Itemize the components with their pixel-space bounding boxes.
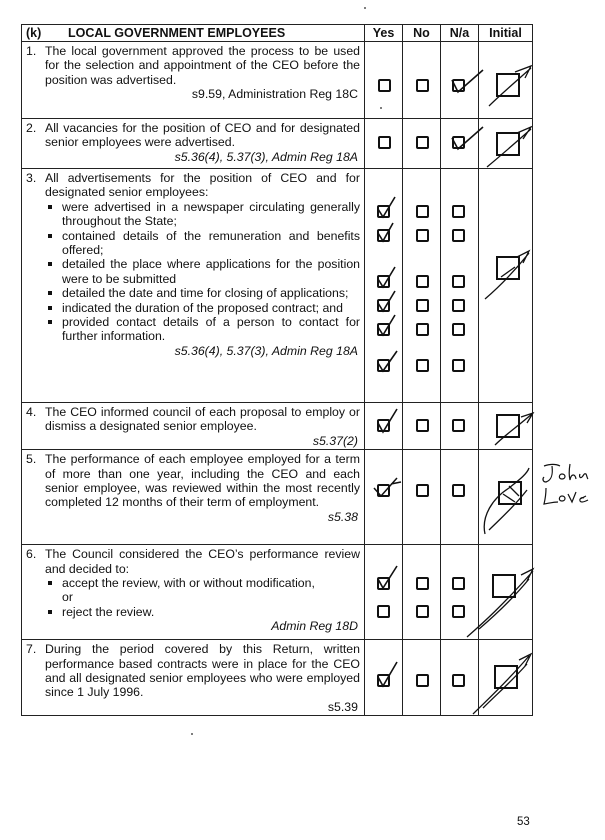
q1-yes-cell [365, 42, 403, 119]
list-item: reject the review. [45, 605, 360, 619]
question-6 [22, 545, 365, 640]
question-text: The performance of each employee employed for a term of more than one year, including the CEO and each senior employee, was reviewed within the most recently completed 12 months of their term of employment. [45, 452, 360, 510]
question-number: 1. [26, 44, 37, 58]
q1-initial-signature [485, 62, 535, 110]
section-label: (k) [26, 26, 42, 40]
q6-reject-no-checkbox[interactable] [416, 605, 429, 618]
q2-na-cell [441, 119, 479, 169]
q7-yes-checkbox[interactable] [377, 674, 390, 687]
q1-initial-cell [479, 42, 533, 119]
legislation-reference: s9.59, Administration Reg 18C [191, 87, 358, 102]
scan-speck [380, 107, 382, 109]
q3-item5-yes-checkbox[interactable] [377, 323, 390, 336]
question-text: The local government approved the process to be used for the selection and appointment of the CEO before the position was advertised. [45, 44, 360, 87]
q6-accept-na-checkbox[interactable] [452, 577, 465, 590]
legislation-reference: s5.39 [327, 699, 358, 714]
question-2 [22, 119, 365, 169]
q2-no-cell [403, 119, 441, 169]
table-header-row [22, 25, 533, 42]
q3-item1-no-checkbox[interactable] [416, 205, 429, 218]
q6-na-cell [441, 545, 479, 640]
question-number: 6. [26, 547, 37, 562]
q6-no-cell [403, 545, 441, 640]
q6-reject-na-checkbox[interactable] [452, 605, 465, 618]
q3-yes-cell [365, 169, 403, 403]
q6-accept-no-checkbox[interactable] [416, 577, 429, 590]
q3-item4-na-checkbox[interactable] [452, 299, 465, 312]
question-4 [22, 403, 365, 450]
question-text: The CEO informed council of each proposal to employ or dismiss a designated senior employee. [45, 405, 360, 434]
q3-item1-yes-checkbox[interactable] [377, 205, 390, 218]
decision-list [26, 576, 360, 590]
q3-item4-yes-checkbox[interactable] [377, 299, 390, 312]
q7-no-cell [403, 640, 441, 716]
q3-item5-no-checkbox[interactable] [416, 323, 429, 336]
q3-item3-yes-checkbox[interactable] [377, 275, 390, 288]
q6-yes-cell [365, 545, 403, 640]
compliance-return-sheet [21, 24, 532, 716]
list-item: indicated the duration of the proposed contract; and [45, 301, 360, 315]
q3-item2-yes-checkbox[interactable] [377, 229, 390, 242]
q3-item3-na-checkbox[interactable] [452, 275, 465, 288]
q5-yes-checkbox[interactable] [377, 484, 390, 497]
q3-item6-na-checkbox[interactable] [452, 359, 465, 372]
q3-initial-cell [479, 169, 533, 403]
legislation-reference: s5.36(4), 5.37(3), Admin Reg 18A [174, 149, 358, 164]
criteria-list [26, 200, 360, 344]
q7-na-checkbox[interactable] [452, 674, 465, 687]
q3-item6-yes-checkbox[interactable] [377, 359, 390, 372]
list-item: provided contact details of a person to contact for further information. [45, 315, 360, 344]
list-item: were advertised in a newspaper circulating generally throughout the State; [45, 200, 360, 229]
q2-no-checkbox[interactable] [416, 136, 429, 149]
q6-accept-yes-checkbox[interactable] [377, 577, 390, 590]
question-text: During the period covered by this Return, written performance based contracts were in place for the CEO and all designated senior employees who were employed since 1 July 1996. [45, 642, 360, 700]
column-header-yes: Yes [365, 25, 403, 42]
list-item: accept the review, with or without modification, [45, 576, 360, 590]
question-row-6 [22, 545, 533, 640]
q7-initial-cell [479, 640, 533, 716]
question-7 [22, 640, 365, 716]
decision-list [26, 605, 360, 619]
q1-no-cell [403, 42, 441, 119]
q4-na-cell [441, 403, 479, 450]
section-title: LOCAL GOVERNMENT EMPLOYEES [68, 26, 286, 40]
list-item: detailed the date and time for closing of applications; [45, 286, 360, 300]
q3-item2-no-checkbox[interactable] [416, 229, 429, 242]
q3-item6-no-checkbox[interactable] [416, 359, 429, 372]
q7-na-cell [441, 640, 479, 716]
question-row-1 [22, 42, 533, 119]
q6-initial-cell [479, 545, 533, 640]
scan-speck [364, 7, 366, 9]
q1-yes-checkbox[interactable] [378, 79, 391, 92]
q4-na-checkbox[interactable] [452, 419, 465, 432]
legislation-reference: Admin Reg 18D [271, 619, 358, 634]
q4-initial-cell [479, 403, 533, 450]
q4-initial-signature [485, 403, 537, 449]
or-connector: or [62, 590, 73, 605]
question-number: 4. [26, 405, 37, 419]
q2-initial-cell [479, 119, 533, 169]
question-number: 5. [26, 452, 37, 467]
column-header-initial: Initial [479, 25, 533, 42]
q5-na-checkbox[interactable] [452, 484, 465, 497]
question-text: The Council considered the CEO’s performance review and decided to: [45, 547, 360, 576]
q3-initial-signature [483, 247, 533, 303]
page-number: 53 [517, 816, 530, 828]
list-item: contained details of the remuneration and benefits offered; [45, 229, 360, 258]
section-heading [22, 25, 365, 42]
q4-yes-cell [365, 403, 403, 450]
q2-yes-checkbox[interactable] [378, 136, 391, 149]
scan-speck [191, 733, 193, 735]
question-5 [22, 450, 365, 545]
q3-item5-na-checkbox[interactable] [452, 323, 465, 336]
q3-na-cell [441, 169, 479, 403]
q4-no-checkbox[interactable] [416, 419, 429, 432]
question-1 [22, 42, 365, 119]
legislation-reference: s5.36(4), 5.37(3), Admin Reg 18A [174, 343, 358, 358]
q5-initial-cell [479, 450, 533, 545]
question-3 [22, 169, 365, 403]
question-text: All advertisements for the position of CEO and for designated senior employees: [45, 171, 360, 200]
q2-na-checkbox[interactable] [452, 136, 465, 149]
question-row-7 [22, 640, 533, 716]
q1-no-checkbox[interactable] [416, 79, 429, 92]
handwritten-margin-note [540, 458, 600, 508]
legislation-reference: s5.38 [327, 509, 358, 524]
question-row-5 [22, 450, 533, 545]
q4-no-cell [403, 403, 441, 450]
q1-na-checkbox[interactable] [452, 79, 465, 92]
q3-item3-no-checkbox[interactable] [416, 275, 429, 288]
q5-yes-cell [365, 450, 403, 545]
q2-initial-signature [485, 121, 535, 171]
q5-no-checkbox[interactable] [416, 484, 429, 497]
question-number: 2. [26, 121, 37, 135]
question-row-3 [22, 169, 533, 403]
q3-item4-no-checkbox[interactable] [416, 299, 429, 312]
legislation-reference: s5.37(2) [312, 433, 358, 448]
q7-no-checkbox[interactable] [416, 674, 429, 687]
question-row-4 [22, 403, 533, 450]
column-header-no: No [403, 25, 441, 42]
question-number: 3. [26, 171, 37, 185]
q3-item2-na-checkbox[interactable] [452, 229, 465, 242]
q7-initial-signature [469, 646, 535, 718]
q2-yes-cell [365, 119, 403, 169]
q5-na-cell [441, 450, 479, 545]
question-row-2 [22, 119, 533, 169]
q3-item1-na-checkbox[interactable] [452, 205, 465, 218]
q6-reject-yes-checkbox[interactable] [377, 605, 390, 618]
q3-no-cell [403, 169, 441, 403]
question-text: All vacancies for the position of CEO and for designated senior employees were advertised. [45, 121, 360, 150]
column-header-na: N/a [441, 25, 479, 42]
q7-yes-cell [365, 640, 403, 716]
q5-no-cell [403, 450, 441, 545]
question-number: 7. [26, 642, 37, 657]
q1-na-cell [441, 42, 479, 119]
employees-checklist-table [21, 24, 533, 716]
list-item: detailed the place where applications for the position were to be submitted [45, 257, 360, 286]
q5-initial-signature [479, 460, 535, 538]
q4-yes-checkbox[interactable] [377, 419, 390, 432]
